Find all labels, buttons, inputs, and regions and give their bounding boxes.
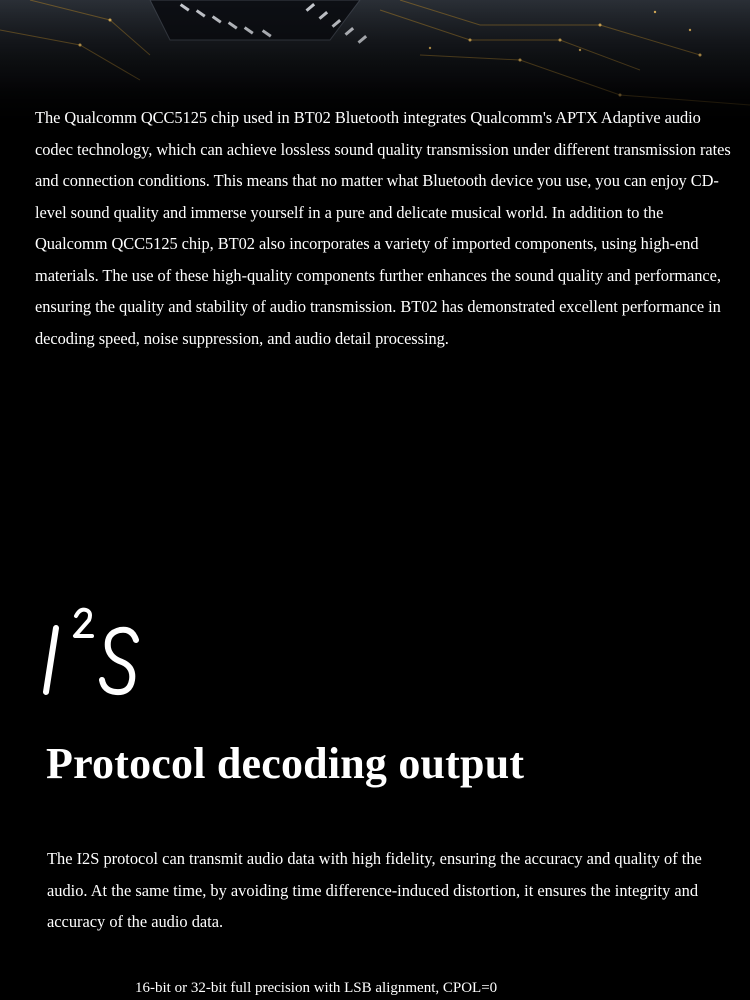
i2s-logo [40,600,150,700]
spec-note: 16-bit or 32-bit full precision with LSB alignment, CPOL=0 [135,980,498,996]
intro-paragraph: The Qualcomm QCC5125 chip used in BT02 Bluetooth integrates Qualcomm's APTX Adaptive audio codec technology, which can achieve lossless sound quality transmission under different transmission rates and connection conditions. This means that no matter what Bluetooth device you use, you can enjoy CD-level sound quality and immerse yourself in a pure and delicate musical world. In addition to the Qualcomm QCC5125 chip, BT02 also incorporates a variety of imported components, using high-end materials. The use of these high-quality components further enhances the sound quality and performance, ensuring the quality and stability of audio transmission. BT02 has demonstrated excellent performance in decoding speed, noise suppression, and audio detail processing. [35,108,731,348]
i2s-logo-graphic [40,600,150,700]
i2s-description: The I2S protocol can transmit audio data with high fidelity, ensuring the accuracy and quality of the audio. At the same time, by avoiding time difference-induced distortion, it ensures the integrity and accuracy of the audio data. [47,849,702,931]
section-heading: Protocol decoding output [46,739,525,788]
